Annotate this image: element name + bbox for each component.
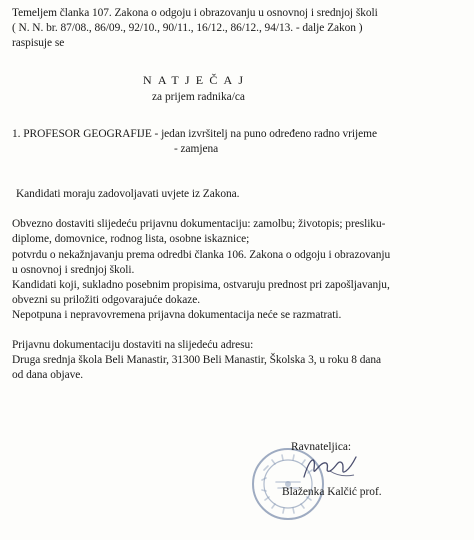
- docs-line-4: u osnovnoj i srednjoj školi.: [12, 264, 135, 276]
- docs-line-2: diplome, domovnice, rodnog lista, osobne iskaznice;: [12, 233, 250, 245]
- signature-title: Ravnateljica:: [291, 441, 352, 453]
- address-line-1: Prijavnu dokumentaciju dostaviti na slijedeću adresu:: [12, 339, 254, 351]
- position-line-2: - zamjena: [174, 143, 219, 155]
- address-line-2: Druga srednja škola Beli Manastir, 31300 Beli Manastir, Školska 3, u roku 8 dana: [12, 354, 382, 366]
- condition-text: Kandidati moraju zadovoljavati uvjete iz Zakona.: [16, 188, 240, 200]
- docs-line-3: potvrdu o nekažnjavanju prema odredbi članka 106. Zakona o odgoju i obrazovanju: [12, 249, 391, 261]
- signature-scribble: [300, 451, 360, 483]
- document-title: NATJEČAJ: [143, 73, 250, 87]
- header-line-3: raspisuje se: [12, 37, 65, 49]
- docs-line-5: Kandidati koji, sukladno posebnim propisima, ostvaruju prednost pri zapošljavanju,: [12, 279, 390, 291]
- docs-line-7: Nepotpuna i nepravovremena prijavna dokumentacija neće se razmatrati.: [12, 309, 342, 321]
- signature-name: Blaženka Kalčić prof.: [282, 486, 382, 498]
- docs-line-1: Obvezno dostaviti slijedeću prijavnu dokumentaciju: zamolbu; životopis; presliku-: [12, 218, 386, 230]
- address-line-3: od dana objave.: [12, 369, 84, 381]
- header-line-2: ( N. N. br. 87/08., 86/09., 92/10., 90/11., 16/12., 86/12., 94/13. - dalje Zakon ): [12, 22, 363, 34]
- header-line-1: Temeljem članka 107. Zakona o odgoju i obrazovanju u osnovnoj i srednjoj školi: [12, 7, 378, 19]
- position-line-1: 1. PROFESOR GEOGRAFIJE - jedan izvršitelj na puno određeno radno vrijeme: [12, 128, 377, 140]
- document-subtitle: za prijem radnika/ca: [152, 91, 245, 103]
- docs-line-6: obvezni su priložiti odgovarajuće dokaze.: [12, 294, 201, 306]
